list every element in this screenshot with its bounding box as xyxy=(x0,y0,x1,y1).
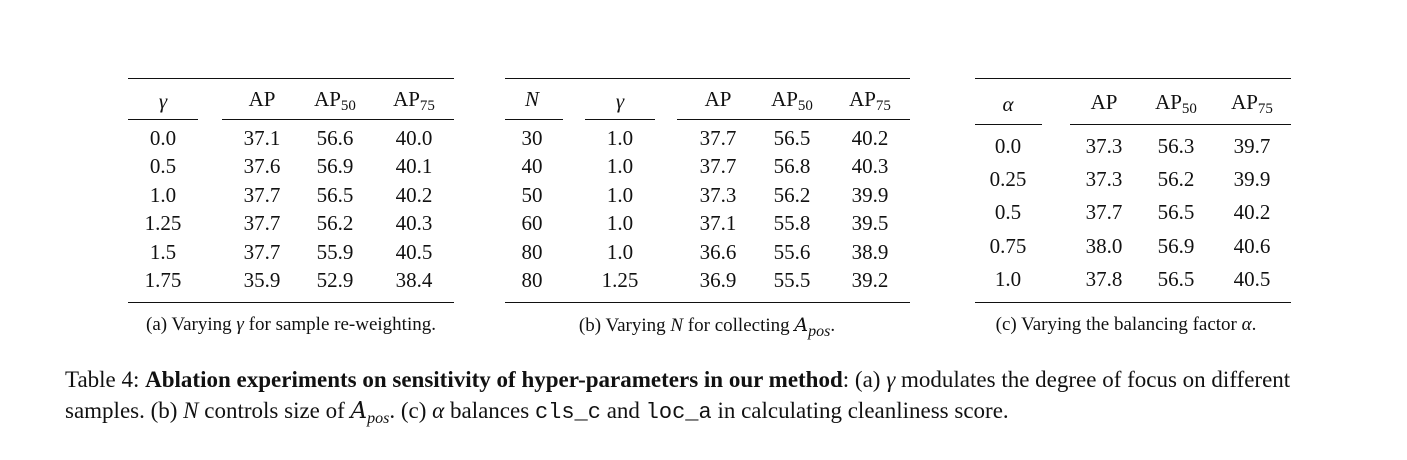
table-c-cell: 56.5 xyxy=(1157,266,1195,291)
table-a-cell: 0.5 xyxy=(149,154,177,179)
table-b-cell: 40.2 xyxy=(851,126,889,150)
table-c-header-rule-left xyxy=(975,124,1042,125)
table-c-cell: 37.3 xyxy=(1085,167,1123,192)
table-c-cell: 0.75 xyxy=(989,233,1027,258)
table-a xyxy=(128,78,454,304)
table-c-cell: 56.5 xyxy=(1157,200,1195,225)
table-b-cell: 56.2 xyxy=(773,182,811,207)
table-b-header-ap50: $AP_{50}$ xyxy=(771,87,813,114)
table-a-cell: 37.7 xyxy=(243,182,281,207)
table-c-cell: 39.9 xyxy=(1233,167,1271,192)
table-a-header-rule-left xyxy=(128,119,198,120)
table-a-header-gamma: γ xyxy=(158,89,168,113)
table-a-cell: 40.1 xyxy=(395,154,433,179)
table-b-cell: 80 xyxy=(521,239,543,264)
table-c-header-ap: AP xyxy=(1090,90,1118,114)
table-b-header-n: N xyxy=(524,87,540,111)
table-b-cell: 37.1 xyxy=(699,211,737,236)
table-a-caption: (a) Varying γ for sample re-weighting. xyxy=(146,314,436,335)
table-b-cell: 55.5 xyxy=(773,268,811,292)
table-c-cell: 37.3 xyxy=(1085,134,1123,158)
table-c-cell: 0.0 xyxy=(994,134,1022,158)
table-a-cell: 37.6 xyxy=(243,154,281,179)
table-a-cell: 1.5 xyxy=(149,239,177,264)
code-cls-c: cls_c xyxy=(534,400,601,425)
table-b-cell: 56.8 xyxy=(773,154,811,179)
table-b-caption: (b) Varying N for collecting $A_{pos}$. xyxy=(578,314,836,340)
table-c-top-rule xyxy=(975,78,1291,79)
table-b-cell: 1.25 xyxy=(601,268,639,292)
table-a-cell: 37.1 xyxy=(243,126,281,150)
table-b-top-rule xyxy=(505,78,910,79)
table-b xyxy=(505,78,910,304)
table-a-cell: 56.5 xyxy=(316,182,354,207)
table-a-cell: 1.75 xyxy=(144,268,182,292)
table-c-cell: 40.2 xyxy=(1233,200,1271,225)
table-a-cell: 40.5 xyxy=(395,239,433,264)
table-c-cell: 39.7 xyxy=(1233,134,1271,158)
table-c-cell: 56.2 xyxy=(1157,167,1195,192)
table-c-cell: 40.5 xyxy=(1233,266,1271,291)
table-b-cell: 56.5 xyxy=(773,126,811,150)
table-a-cell: 52.9 xyxy=(316,268,354,292)
table-a-cell: 1.0 xyxy=(149,182,177,207)
table-a-bottom-rule xyxy=(128,302,454,303)
table-c-cell: 0.25 xyxy=(989,167,1027,192)
table-caption: Table 4: Ablation experiments on sensitivity of hyper-parameters in our method: (a) γ modulates the degree of focus on different samples. (b) N controls size of $A_{pos}$. (c) α balances cls_c and loc_a in calculating cleanliness score. xyxy=(65,367,1291,427)
table-b-cell: 55.8 xyxy=(773,211,811,236)
table-a-cell: 55.9 xyxy=(316,239,354,264)
table-b-cell: 39.5 xyxy=(851,211,889,236)
table-b-cell: 39.9 xyxy=(851,182,889,207)
table-b-header-ap: AP xyxy=(704,87,732,111)
table-a-cell: 38.4 xyxy=(395,268,433,292)
caption-bold-title: Ablation experiments on sensitivity of hyper-parameters in our method xyxy=(145,367,843,392)
table-b-cell: 55.6 xyxy=(773,239,811,264)
table-a-cell: 56.9 xyxy=(316,154,354,179)
table-c-cell: 56.3 xyxy=(1157,134,1195,158)
table-a-cell: 56.6 xyxy=(316,126,354,150)
table-c-header-ap75: $AP_{75}$ xyxy=(1231,90,1273,117)
table-c-header-ap50: $AP_{50}$ xyxy=(1155,90,1197,117)
table-a-header-rule-right xyxy=(222,119,454,120)
table-b-header-rule-right xyxy=(677,119,910,120)
table-b-cell: 40.3 xyxy=(851,154,889,179)
table-a-cell: 56.2 xyxy=(316,211,354,236)
table-b-cell: 37.3 xyxy=(699,182,737,207)
table-a-cell: 0.0 xyxy=(149,126,177,150)
table-a-header-ap50: $AP_{50}$ xyxy=(314,87,356,114)
table-b-header-gamma: γ xyxy=(615,89,625,113)
table-a-header-ap75: $AP_{75}$ xyxy=(393,87,435,114)
table-b-cell: 1.0 xyxy=(606,211,634,236)
table-b-header-rule-mid xyxy=(585,119,655,120)
table-b-cell: 1.0 xyxy=(606,239,634,264)
table-b-cell: 36.6 xyxy=(699,239,737,264)
table-c-cell: 0.5 xyxy=(994,200,1022,225)
table-c-cell: 38.0 xyxy=(1085,233,1123,258)
table-c-header-rule-right xyxy=(1070,124,1291,125)
table-c-cell: 56.9 xyxy=(1157,233,1195,258)
table-b-cell: 40 xyxy=(521,154,543,179)
table-b-cell: 30 xyxy=(521,126,543,150)
table-c-header-alpha: α xyxy=(1002,92,1014,116)
table-b-cell: 39.2 xyxy=(851,268,889,292)
table-a-cell: 35.9 xyxy=(243,268,281,292)
table-b-cell: 50 xyxy=(521,182,543,207)
table-a-cell: 40.0 xyxy=(395,126,433,150)
code-loc-a: loc_a xyxy=(645,400,712,425)
table-c-cell: 40.6 xyxy=(1233,233,1271,258)
table-b-header-rule-left xyxy=(505,119,563,120)
table-a-header-ap: AP xyxy=(248,87,276,111)
table-c-caption: (c) Varying the balancing factor α. xyxy=(995,314,1257,335)
table-b-cell: 80 xyxy=(521,268,543,292)
table-b-cell: 37.7 xyxy=(699,154,737,179)
table-c xyxy=(975,78,1291,304)
table-a-top-rule xyxy=(128,78,454,79)
table-b-cell: 36.9 xyxy=(699,268,737,292)
table-a-cell: 37.7 xyxy=(243,211,281,236)
table-c-cell: 37.8 xyxy=(1085,266,1123,291)
table-b-bottom-rule xyxy=(505,302,910,303)
table-b-cell: 60 xyxy=(521,211,543,236)
table-a-cell: 37.7 xyxy=(243,239,281,264)
table-c-cell: 1.0 xyxy=(994,266,1022,291)
table-b-cell: 37.7 xyxy=(699,126,737,150)
table-a-cell: 1.25 xyxy=(144,211,182,236)
table-b-cell: 1.0 xyxy=(606,182,634,207)
table-b-header-ap75: $AP_{75}$ xyxy=(849,87,891,114)
table-a-cell: 40.2 xyxy=(395,182,433,207)
table-b-cell: 1.0 xyxy=(606,154,634,179)
table-a-cell: 40.3 xyxy=(395,211,433,236)
table-b-cell: 1.0 xyxy=(606,126,634,150)
table-c-cell: 37.7 xyxy=(1085,200,1123,225)
table-b-cell: 38.9 xyxy=(851,239,889,264)
table-c-bottom-rule xyxy=(975,302,1291,303)
